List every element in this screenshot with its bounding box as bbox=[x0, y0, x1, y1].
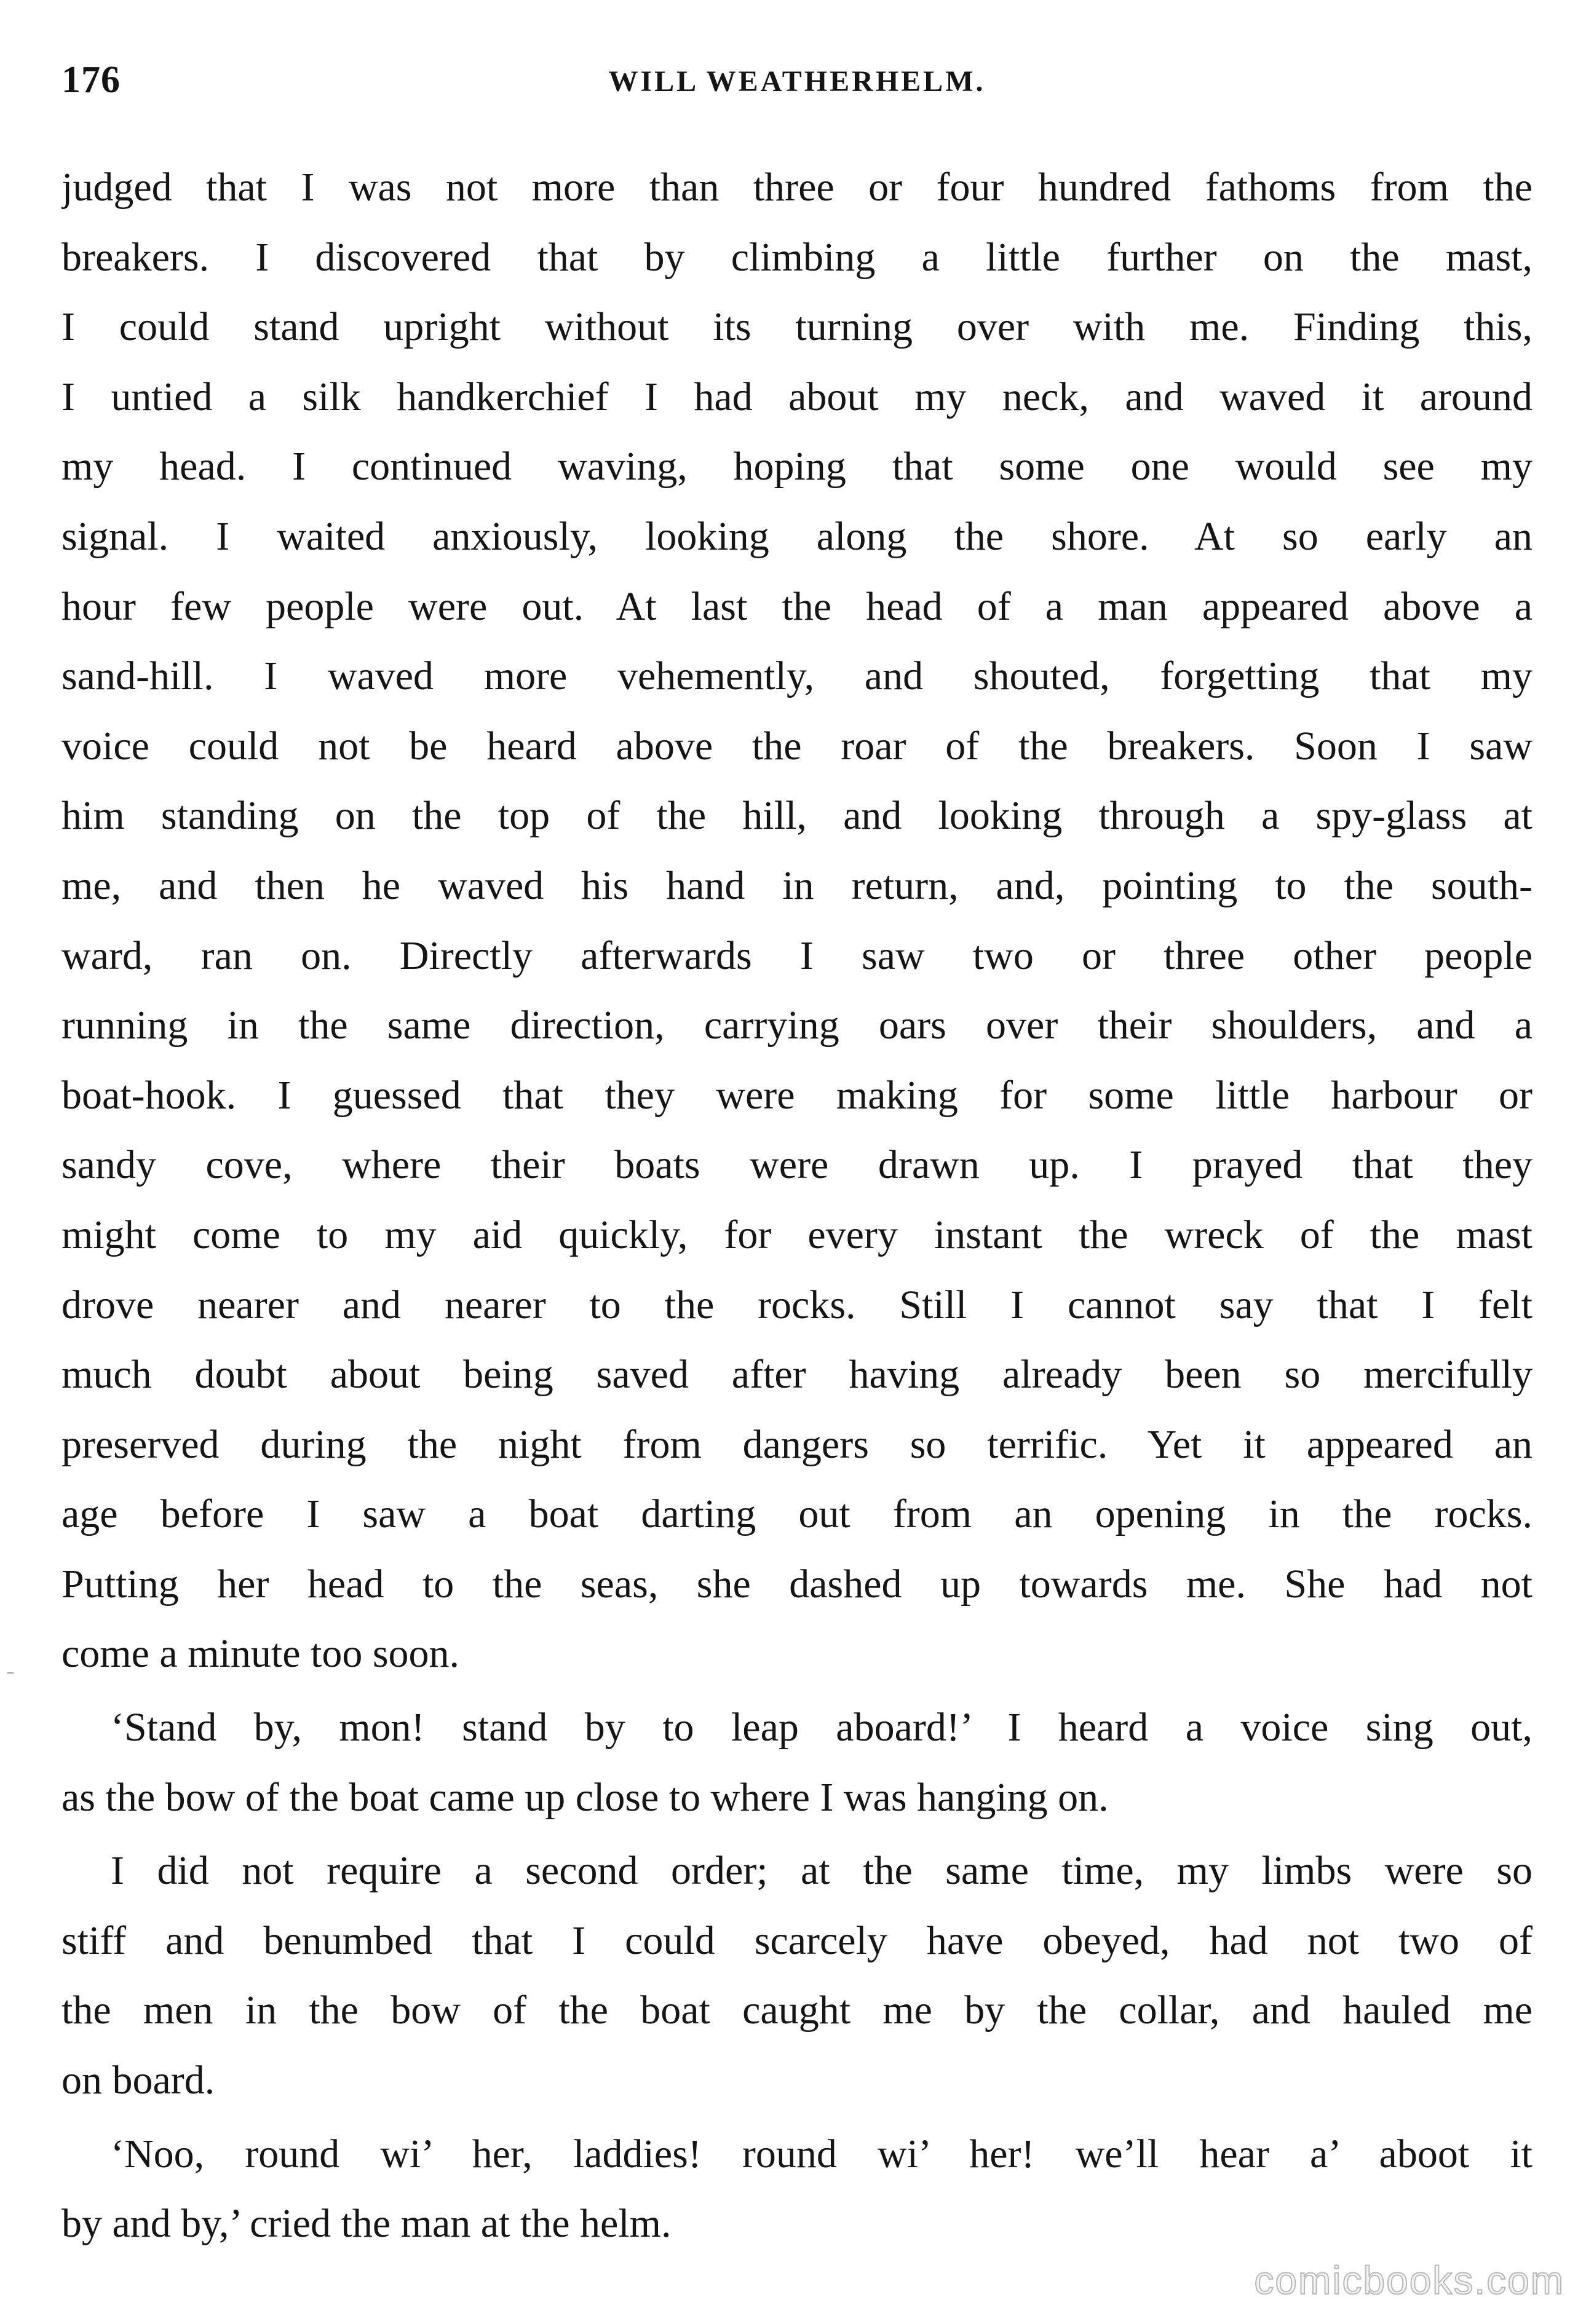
text-line: on board. bbox=[61, 2058, 215, 2103]
text-line: ward, ran on. Directly afterwards I saw two or three other people bbox=[61, 933, 1533, 978]
text-line: ‘Stand by, mon! stand by to leap aboard!’ I heard a voice sing out, bbox=[111, 1705, 1533, 1750]
body-text bbox=[61, 152, 1533, 2259]
text-line: ‘Noo, round wi’ her, laddies! round wi’ her! we’ll hear a’ aboot it bbox=[111, 2131, 1533, 2176]
text-line: age before I saw a boat darting out from an opening in the rocks. bbox=[61, 1492, 1533, 1537]
text-line: stiff and benumbed that I could scarcely have obeyed, had not two of bbox=[61, 1918, 1533, 1963]
text-line: I did not require a second order; at the same time, my limbs were so bbox=[111, 1848, 1533, 1894]
text-line: me, and then he waved his hand in return, and, pointing to the south- bbox=[61, 863, 1533, 908]
text-line: the men in the bow of the boat caught me by the collar, and hauled me bbox=[61, 1988, 1533, 2033]
page-number: 176 bbox=[61, 59, 121, 101]
text-line: my head. I continued waving, hoping that some one would see my bbox=[61, 444, 1533, 489]
paragraph-2 bbox=[61, 1693, 1533, 1832]
text-line: him standing on the top of the hill, and looking through a spy-glass at bbox=[61, 793, 1533, 839]
text-line: boat-hook. I guessed that they were making for some little harbour or bbox=[61, 1072, 1533, 1118]
text-line: as the bow of the boat came up close to where I was hanging on. bbox=[61, 1774, 1109, 1820]
text-line: signal. I waited anxiously, looking along the shore. At so early an bbox=[61, 513, 1533, 559]
text-line: hour few people were out. At last the head of a man appeared above a bbox=[61, 583, 1533, 629]
text-line: preserved during the night from dangers so terrific. Yet it appeared an bbox=[61, 1421, 1533, 1467]
scan-mark bbox=[7, 1672, 14, 1677]
text-line: much doubt about being saved after having already been so mercifully bbox=[61, 1352, 1533, 1397]
text-line: Putting her head to the seas, she dashed up towards me. She had not bbox=[61, 1561, 1533, 1607]
paragraph-4 bbox=[61, 2119, 1533, 2259]
watermark-logo: comicbooks.com bbox=[1254, 2258, 1564, 2302]
text-line: I untied a silk handkerchief I had about my neck, and waved it around bbox=[61, 374, 1533, 419]
text-line: breakers. I discovered that by climbing a little further on the mast, bbox=[61, 234, 1533, 280]
text-line: might come to my aid quickly, for every instant the wreck of the mast bbox=[61, 1212, 1533, 1257]
running-head: WILL WEATHERHELM. bbox=[608, 65, 986, 98]
text-line: by and by,’ cried the man at the helm. bbox=[61, 2201, 672, 2247]
page-header bbox=[61, 58, 1533, 114]
text-line: judged that I was not more than three or four hundred fathoms from the bbox=[61, 165, 1533, 210]
text-line: voice could not be heard above the roar of the breakers. Soon I saw bbox=[61, 723, 1533, 769]
text-line: come a minute too soon. bbox=[61, 1631, 460, 1677]
text-line: running in the same direction, carrying oars over their shoulders, and a bbox=[61, 1003, 1533, 1048]
text-line: drove nearer and nearer to the rocks. Still I cannot say that I felt bbox=[61, 1282, 1533, 1327]
text-line: I could stand upright without its turning over with me. Finding this, bbox=[61, 304, 1533, 350]
text-line: sand-hill. I waved more vehemently, and shouted, forgetting that my bbox=[61, 654, 1533, 699]
paragraph-3 bbox=[61, 1836, 1533, 2115]
text-line: sandy cove, where their boats were drawn up. I prayed that they bbox=[61, 1142, 1533, 1188]
paragraph-1 bbox=[61, 152, 1533, 1689]
